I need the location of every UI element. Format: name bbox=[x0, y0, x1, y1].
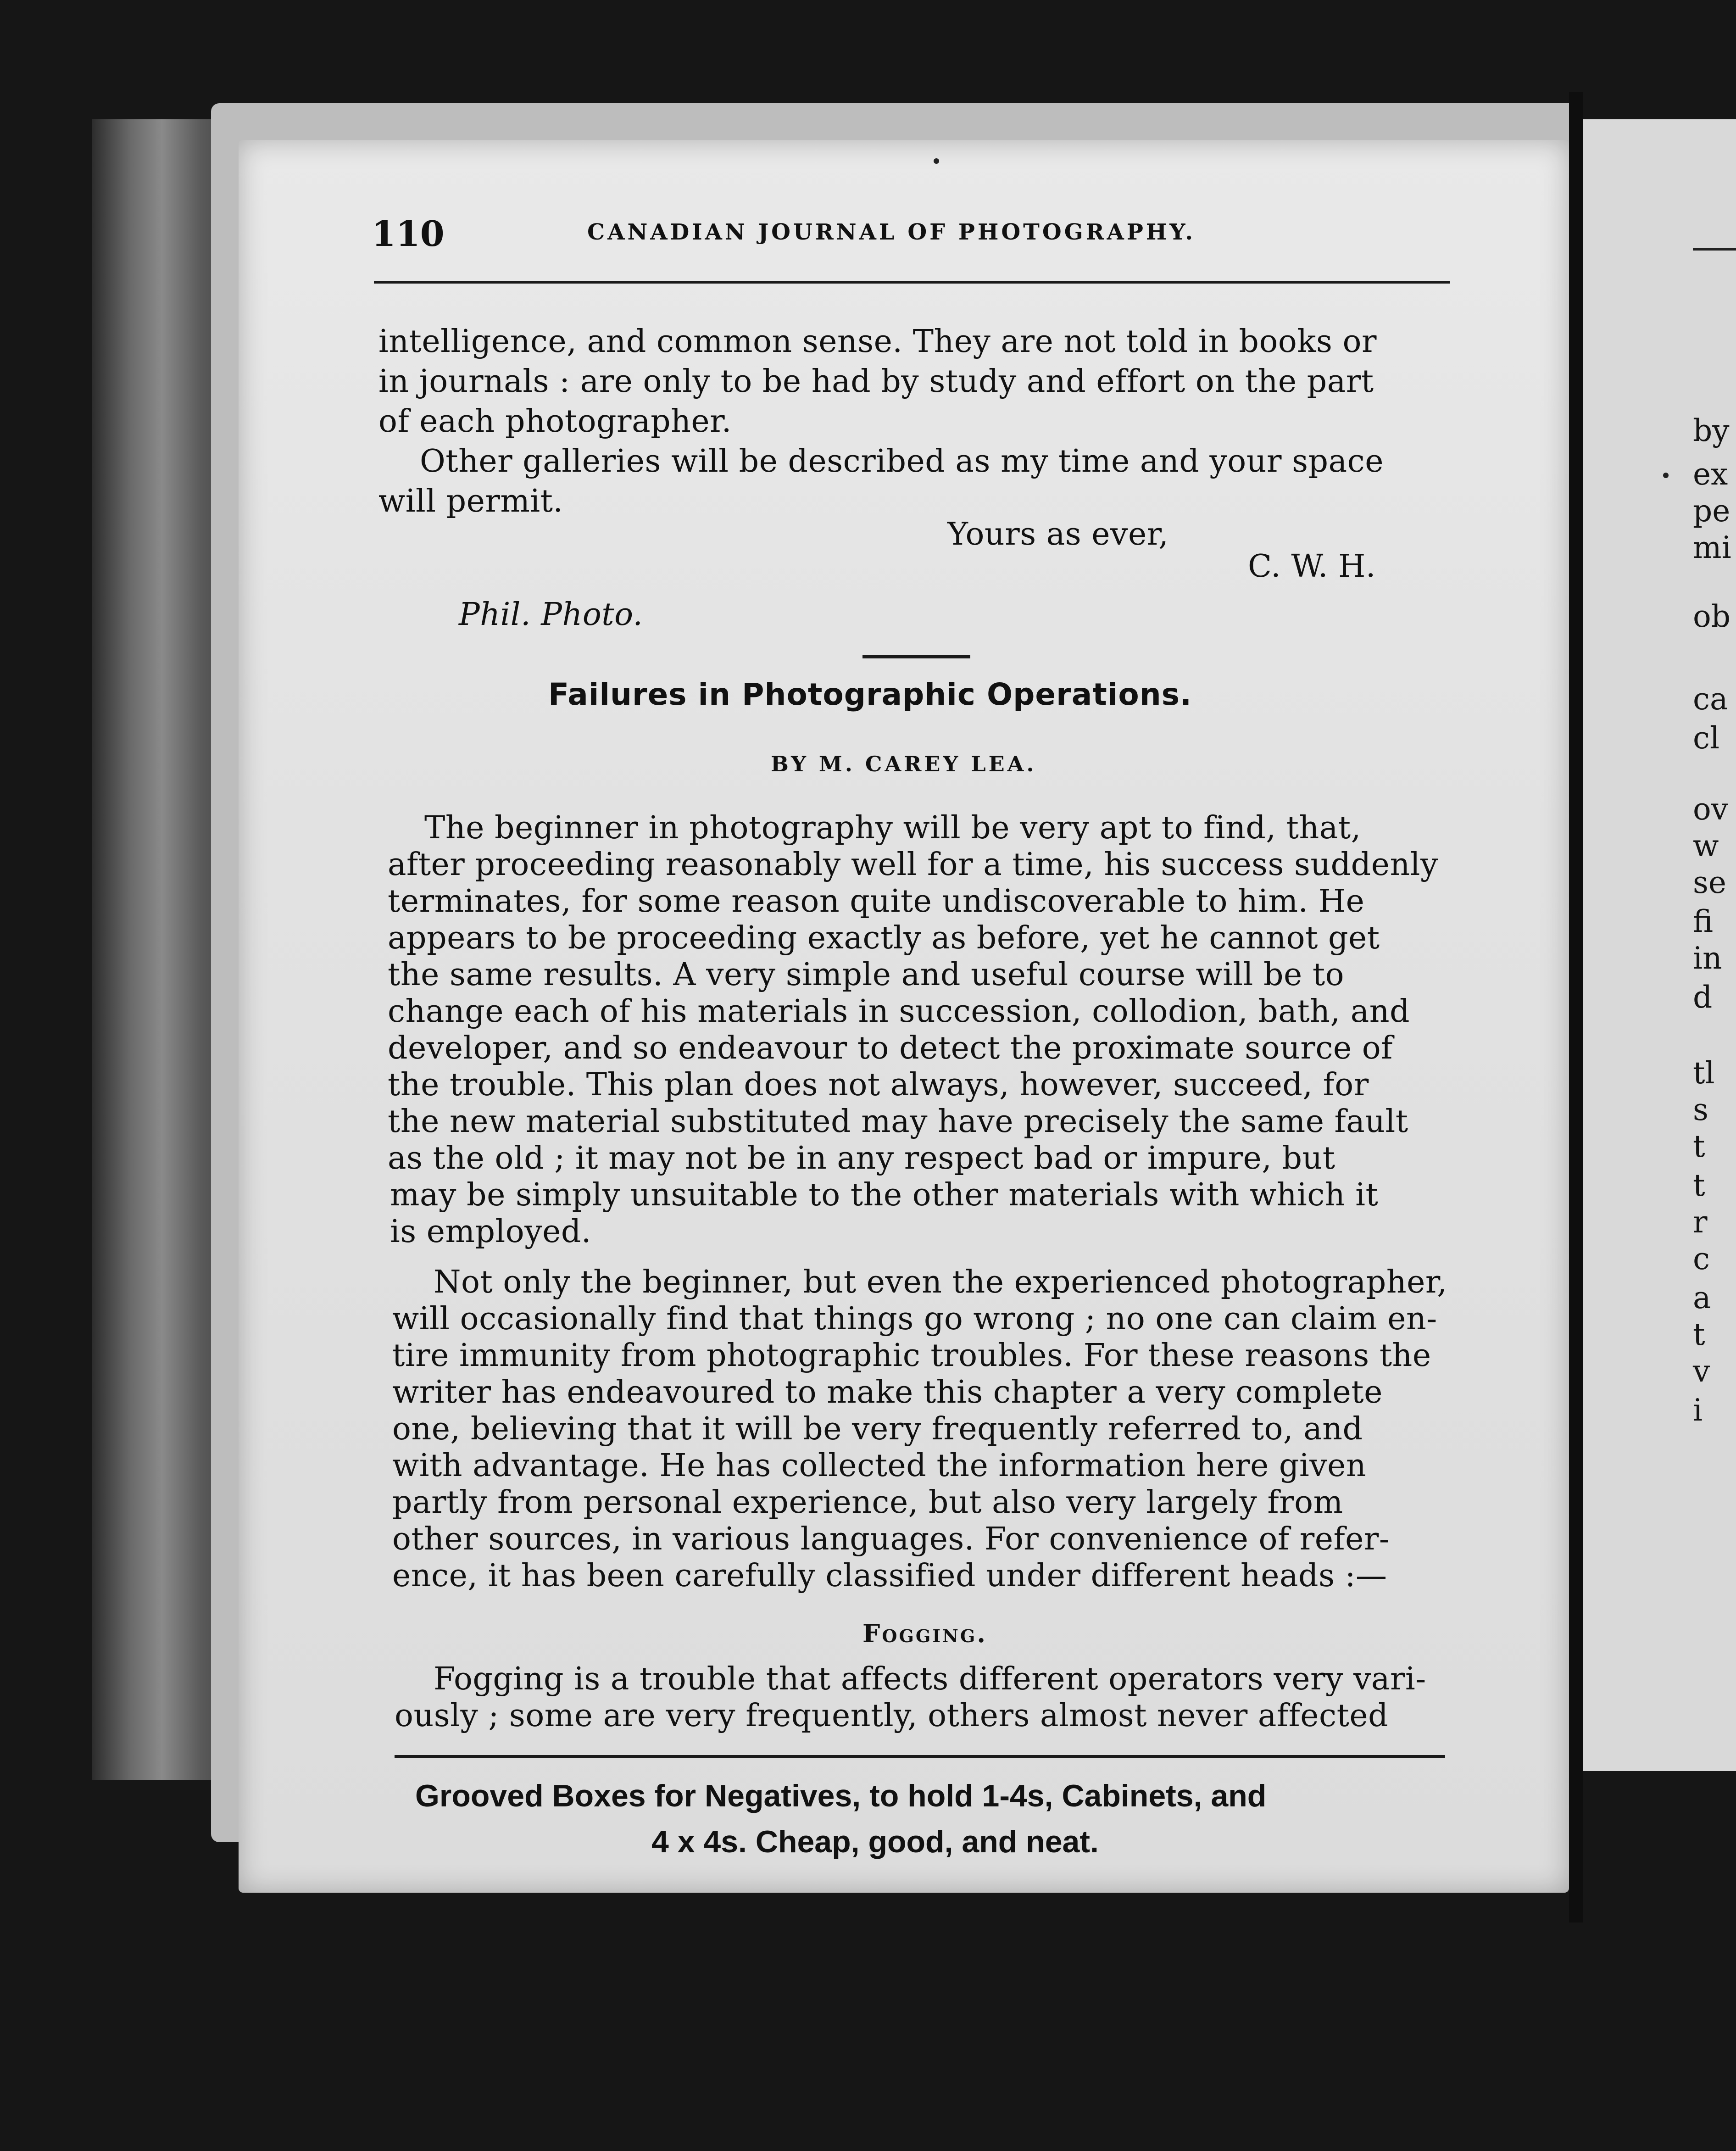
facing-page-fragment: se bbox=[1693, 865, 1726, 900]
body-line: will permit. bbox=[378, 483, 563, 519]
body-line: appears to be proceeding exactly as before, yet he cannot get bbox=[388, 920, 1380, 956]
body-line: other sources, in various languages. For convenience of refer- bbox=[392, 1521, 1390, 1557]
body-line: in journals : are only to be had by study and effort on the part bbox=[378, 363, 1374, 400]
article-byline: BY M. CAREY LEA. bbox=[771, 752, 1037, 776]
section-heading: Fogging. bbox=[862, 1619, 988, 1648]
footer-rule bbox=[395, 1755, 1445, 1758]
body-line: the same results. A very simple and useful course will be to bbox=[388, 957, 1345, 993]
running-header: CANADIAN JOURNAL OF PHOTOGRAPHY. bbox=[587, 219, 1196, 245]
facing-page-fragment: s bbox=[1693, 1092, 1708, 1127]
body-line: The beginner in photography will be very apt to find, that, bbox=[424, 810, 1361, 846]
letter-place: Phil. Photo. bbox=[459, 596, 643, 633]
body-line: may be simply unsuitable to the other materials with which it bbox=[390, 1177, 1379, 1213]
letter-signature: C. W. H. bbox=[1248, 548, 1376, 585]
advertisement-line: 4 x 4s. Cheap, good, and neat. bbox=[651, 1824, 1099, 1859]
body-line: Fogging is a trouble that affects different operators very vari- bbox=[434, 1661, 1426, 1697]
letter-closing: Yours as ever, bbox=[947, 516, 1169, 552]
body-line: is employed. bbox=[390, 1214, 592, 1250]
article-separator bbox=[862, 655, 970, 658]
facing-page-fragment: pe bbox=[1693, 493, 1730, 529]
facing-page-fragment: ex bbox=[1693, 457, 1728, 492]
body-line: change each of his materials in succession, collodion, bath, and bbox=[388, 993, 1410, 1030]
facing-page-fragment: in bbox=[1693, 941, 1722, 976]
body-line: ously ; some are very frequently, others almost never affected bbox=[395, 1698, 1389, 1734]
film-speck bbox=[1663, 473, 1669, 478]
facing-page-fragment: cl bbox=[1693, 720, 1720, 756]
body-line: after proceeding reasonably well for a time, his success suddenly bbox=[388, 847, 1438, 883]
body-line: the new material substituted may have precisely the same fault bbox=[388, 1103, 1408, 1140]
facing-page-fragment: i bbox=[1693, 1393, 1703, 1428]
film-speck bbox=[934, 158, 939, 164]
facing-page bbox=[1583, 119, 1736, 1771]
facing-page-rule bbox=[1693, 248, 1736, 251]
body-line: of each photographer. bbox=[378, 403, 732, 440]
body-line: will occasionally find that things go wrong ; no one can claim en- bbox=[392, 1301, 1437, 1337]
body-line: Other galleries will be described as my time and your space bbox=[420, 443, 1384, 479]
facing-page-fragment: a bbox=[1693, 1280, 1711, 1315]
facing-page-fragment: t bbox=[1693, 1168, 1705, 1203]
body-line: one, believing that it will be very frequently referred to, and bbox=[392, 1411, 1363, 1447]
header-rule bbox=[374, 281, 1450, 284]
facing-page-fragment: d bbox=[1693, 980, 1713, 1015]
facing-page-fragment: ob bbox=[1693, 599, 1730, 634]
facing-page-fragment: w bbox=[1693, 828, 1719, 864]
facing-page-fragment: by bbox=[1693, 413, 1730, 448]
facing-page-fragment: t bbox=[1693, 1129, 1705, 1164]
body-line: writer has endeavoured to make this chapter a very complete bbox=[392, 1374, 1383, 1410]
facing-page-fragment: mi bbox=[1693, 530, 1731, 565]
page-number: 110 bbox=[372, 213, 445, 254]
body-line: the trouble. This plan does not always, however, succeed, for bbox=[388, 1067, 1369, 1103]
facing-page-fragment: ca bbox=[1693, 681, 1728, 717]
body-line: partly from personal experience, but also very largely from bbox=[392, 1484, 1343, 1521]
article-title: Failures in Photographic Operations. bbox=[548, 677, 1192, 712]
body-line: intelligence, and common sense. They are not told in books or bbox=[378, 323, 1377, 360]
facing-page-fragment: ov bbox=[1693, 791, 1729, 827]
facing-page-fragment: r bbox=[1693, 1204, 1708, 1240]
facing-page-fragment: tl bbox=[1693, 1055, 1715, 1091]
facing-page-fragment: t bbox=[1693, 1317, 1705, 1352]
facing-page-fragment: fi bbox=[1693, 904, 1714, 939]
facing-page-fragment: c bbox=[1693, 1241, 1710, 1276]
body-line: ence, it has been carefully classified under different heads :— bbox=[392, 1558, 1387, 1594]
body-line: as the old ; it may not be in any respect bad or impure, but bbox=[388, 1140, 1335, 1176]
body-line: Not only the beginner, but even the experienced photographer, bbox=[434, 1264, 1447, 1300]
book-gutter bbox=[1569, 92, 1583, 1923]
body-line: terminates, for some reason quite undiscoverable to him. He bbox=[388, 883, 1365, 919]
facing-page-fragment: v bbox=[1693, 1354, 1710, 1389]
body-line: with advantage. He has collected the information here given bbox=[392, 1448, 1367, 1484]
body-line: tire immunity from photographic troubles. For these reasons the bbox=[392, 1337, 1431, 1374]
body-line: developer, and so endeavour to detect the proximate source of bbox=[388, 1030, 1393, 1066]
advertisement-line: Grooved Boxes for Negatives, to hold 1-4s, Cabinets, and bbox=[415, 1778, 1267, 1813]
